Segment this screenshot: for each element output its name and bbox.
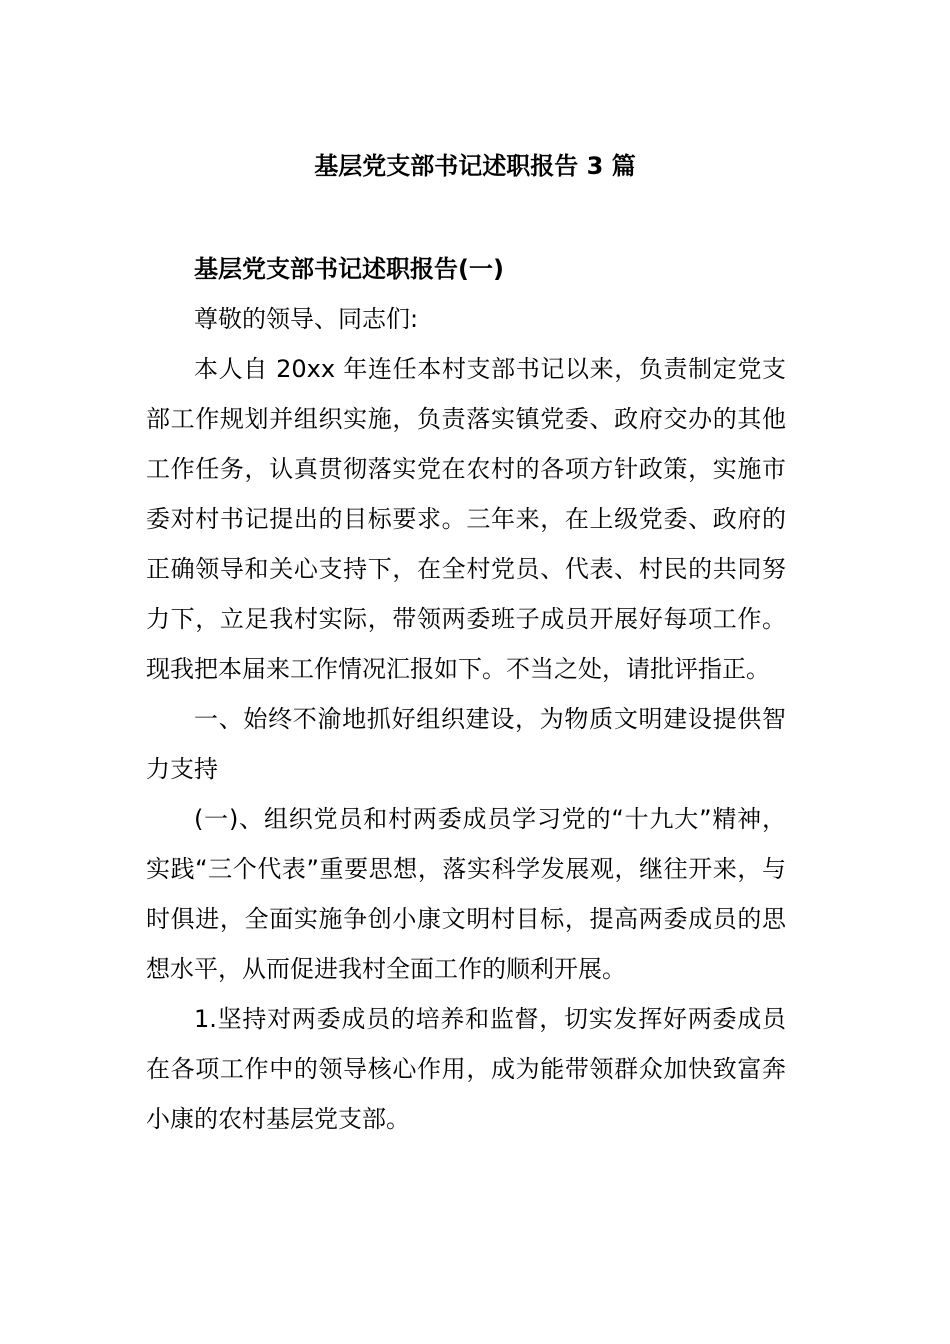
body-paragraph: 本人自 20xx 年连任本村支部书记以来，负责制定党支部工作规划并组织实施，负责落实镇党委、政府交办的其他工作任务，认真贯彻落实党在农村的各项方针政策，实施市委对村书记提出的目标要求。三年来，在上级党委、政府的正确领导和关心支持下，在全村党员、代表、村民的共同努力下，立足我村实际，带领两委班子成员开展好每项工作。现我把本届来工作情况汇报如下。不当之处，请批评指正。 xyxy=(146,355,786,683)
section-heading-paragraph: 一、始终不渝地抓好组织建设，为物质文明建设提供智力支持 xyxy=(146,705,786,783)
salutation-paragraph: 尊敬的领导、同志们: xyxy=(194,305,419,333)
section-subtitle: 基层党支部书记述职报告(一) xyxy=(194,255,504,283)
document-title: 基层党支部书记述职报告 3 篇 xyxy=(314,152,636,180)
document-body xyxy=(146,244,786,1144)
body-paragraph: (一)、组织党员和村两委成员学习党的“十九大”精神，实践“三个代表”重要思想，落实科学发展观，继往开来，与时俱进，全面实施争创小康文明村目标，提高两委成员的思想水平，从而促进我村全面工作的顺利开展。 xyxy=(146,805,786,983)
body-paragraph: 1.坚持对两委成员的培养和监督，切实发挥好两委成员在各项工作中的领导核心作用，成为能带领群众加快致富奔小康的农村基层党支部。 xyxy=(146,1005,786,1133)
